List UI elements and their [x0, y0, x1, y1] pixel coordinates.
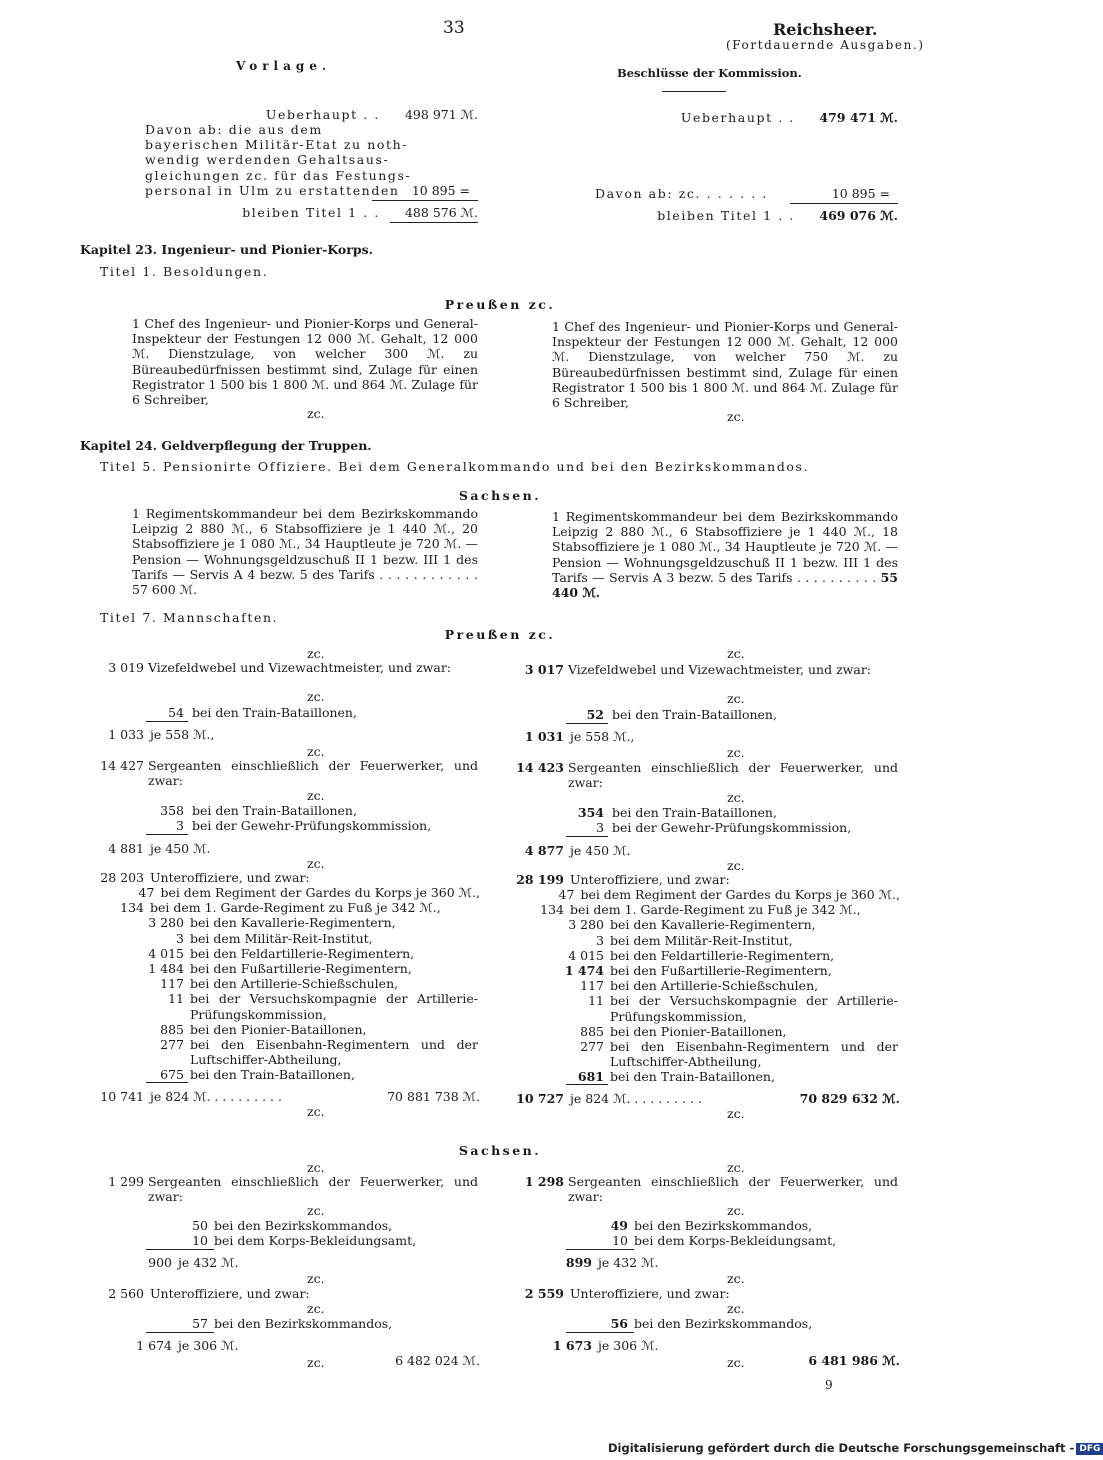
zc-mark: zc. — [727, 1271, 745, 1286]
davon-line: Davon ab: die aus dem — [145, 122, 323, 137]
right-vize-total: 1 031 — [524, 729, 564, 744]
kapitel-23-heading: Kapitel 23. Ingenieur- und Pionier-Korps. — [80, 242, 373, 257]
left-vize-train: 54 — [168, 705, 184, 720]
zc-mark: zc. — [727, 745, 745, 760]
right-unter-list — [480, 887, 900, 1085]
sum-rule — [146, 1249, 214, 1250]
right-sachsen-korps: 10 — [612, 1233, 628, 1248]
rate-text: je 306 ℳ. — [598, 1338, 659, 1353]
left-pension-entry: 1 Regimentskommandeur bei dem Bezirkskommando Leipzig 2 880 ℳ., 6 Stabsoffiziere je 1 440 ℳ., 20 Stabsoffiziere je 1 080 ℳ., 34 Hauptleute je 720 ℳ. — Pension — Wohnungsgeldzuschuß II 1 bezw. III 1 des Tarifs — Servis A 4 bezw. 5 des Tarifs . . . . . . . . . . . . 57 600 ℳ. — [132, 506, 478, 598]
left-ueberhaupt-value: 498 971 ℳ. — [404, 107, 478, 122]
state-heading-preussen: Preußen zc. — [444, 297, 556, 312]
davon-line: personal in Ulm zu erstattenden — [145, 182, 400, 198]
left-pension-value: 57 600 ℳ. — [132, 582, 198, 598]
rate-text: je 450 ℳ. — [570, 843, 631, 858]
left-bleiben-value: 488 576 ℳ. — [404, 205, 478, 220]
zc-mark: zc. — [307, 1203, 325, 1218]
running-title: Reichsheer. — [773, 20, 878, 39]
bezirk-label: bei den Bezirkskommandos, — [634, 1316, 813, 1331]
list-item: 681 bei den Train-Bataillonen, — [577, 1069, 775, 1085]
korps-label: bei dem Korps-Bekleidungsamt, — [214, 1233, 417, 1248]
right-unter-count: 28 199 — [516, 872, 564, 887]
zc-mark: zc. — [307, 1301, 325, 1316]
list-item: 11 bei der Versuchskompagnie der Artillerie-Prüfungskommission, — [588, 993, 898, 1024]
left-sachsen-unter-count: 2 560 — [108, 1286, 144, 1301]
zc-mark: zc. — [307, 856, 325, 871]
right-sachsen-unter-bezirk: 56 — [610, 1316, 628, 1331]
list-item: 47 bei dem Regiment der Gardes du Korps je 360 ℳ., — [558, 887, 900, 902]
right-bleiben-value: 469 076 ℳ. — [819, 208, 898, 223]
right-sachsen-serg-text: Sergeanten einschließlich der Feuerwerker, und zwar: — [568, 1174, 898, 1205]
zc-mark: zc. — [727, 790, 745, 805]
zc-mark: zc. — [727, 1355, 745, 1370]
zc-mark: zc. — [727, 691, 745, 706]
rate-text: je 450 ℳ. — [150, 841, 211, 856]
right-sachsen-unter-count: 2 559 — [524, 1286, 564, 1301]
rate-text: je 306 ℳ. — [178, 1338, 239, 1353]
right-sachsen-sum: 6 481 986 ℳ. — [808, 1353, 900, 1368]
zc-mark: zc. — [307, 689, 325, 704]
left-sachsen-sum: 6 482 024 ℳ. — [395, 1353, 480, 1368]
left-unter-total: 10 741 — [100, 1089, 144, 1104]
list-item: 11 bei der Versuchskompagnie der Artillerie-Prüfungskommission, — [168, 991, 478, 1022]
sum-rule — [566, 1332, 634, 1333]
titel-5-heading: Titel 5. Pensionirte Offiziere. Bei dem Generalkommando und bei den Bezirkskommandos. — [100, 459, 810, 474]
left-unter-text: Unteroffiziere, und zwar: — [150, 870, 310, 885]
sum-rule — [146, 1082, 188, 1083]
left-serg-train: 358 — [160, 803, 184, 818]
left-davon-block — [145, 122, 411, 198]
train-label: bei den Train-Bataillonen, — [612, 805, 777, 820]
left-bleiben-label: bleiben Titel 1 . . — [242, 205, 380, 220]
zc-mark: zc. — [307, 646, 325, 661]
right-preussen-sum: 70 829 632 ℳ. — [799, 1091, 900, 1106]
right-unter-total: 10 727 — [516, 1091, 564, 1106]
state-heading-sachsen: Sachsen. — [458, 488, 542, 503]
zc-mark: zc. — [307, 406, 325, 421]
zc-mark: zc. — [307, 1271, 325, 1286]
right-unter-text: Unteroffiziere, und zwar: — [570, 872, 730, 887]
zc-mark: zc. — [727, 646, 745, 661]
right-sachsen-unter-total: 1 673 — [552, 1338, 592, 1353]
state-heading-sachsen: Sachsen. — [458, 1143, 542, 1158]
right-pension-entry: 1 Regimentskommandeur bei dem Bezirkskommando Leipzig 2 880 ℳ., 6 Stabsoffiziere je 1 440 ℳ., 18 Stabsoffiziere je 1 080 ℳ., 34 Hauptleute je 720 ℳ. — Pension — Wohnungsgeldzuschuß II 1 bezw. III 1 des Tarifs — Servis A 3 bezw. 5 des Tarifs . . . . . . . . . . 55 440 ℳ. — [552, 509, 898, 601]
left-serg-count: 14 427 — [100, 758, 144, 773]
list-item: 134 bei dem 1. Garde-Regiment zu Fuß je 342 ℳ., — [540, 902, 861, 918]
zc-mark: zc. — [727, 1106, 745, 1121]
zc-mark: zc. — [307, 1104, 325, 1119]
list-item: 1 484 bei den Fußartillerie-Regimentern, — [148, 961, 412, 977]
right-davon-label: Davon ab: zc. . . . . . . — [595, 186, 768, 201]
left-unter-list — [60, 885, 480, 1083]
right-chef-entry: 1 Chef des Ingenieur- und Pionier-Korps und General-Inspekteur der Festungen 12 000 ℳ. Gehalt, 12 000 ℳ. Dienstzulage, von welcher 750 ℳ. zu Büreaubedürfnissen bestimmt sind, Zulage für einen Registrator 1 500 bis 1 800 ℳ. und 864 ℳ. Zulage für 6 Schreiber, — [552, 319, 898, 411]
bezirk-label: bei den Bezirkskommandos, — [634, 1218, 813, 1233]
right-pension-value: 55 440 ℳ. — [552, 569, 898, 601]
rate-text: je 558 ℳ., — [570, 729, 635, 744]
train-label: bei den Train-Bataillonen, — [192, 803, 357, 818]
bezirk-label: bei den Bezirkskommandos, — [214, 1316, 393, 1331]
left-sachsen-unter-total: 1 674 — [136, 1338, 172, 1353]
right-serg-gewehr: 3 — [596, 820, 604, 835]
train-label: bei den Train-Bataillonen, — [612, 707, 777, 722]
left-preussen-sum: 70 881 738 ℳ. — [387, 1089, 480, 1104]
list-item: 885 bei den Pionier-Bataillonen, — [580, 1023, 787, 1039]
list-item: 277 bei den Eisenbahn-Regimentern und der Luftschiffer-Abtheilung, — [160, 1037, 478, 1068]
zc-mark: zc. — [727, 1160, 745, 1175]
korps-label: bei dem Korps-Bekleidungsamt, — [634, 1233, 837, 1248]
list-item: 134 bei dem 1. Garde-Regiment zu Fuß je 342 ℳ., — [120, 900, 441, 916]
sheet-number: 9 — [825, 1378, 833, 1392]
left-serg-text: Sergeanten einschließlich der Feuerwerker, und zwar: — [148, 758, 478, 789]
zc-mark: zc. — [307, 1160, 325, 1175]
list-item: 4 015 bei den Feldartillerie-Regimentern, — [568, 947, 835, 963]
list-item: 117 bei den Artillerie-Schießschulen, — [580, 978, 819, 994]
sum-rule — [146, 1332, 214, 1333]
kapitel-23-titel: Titel 1. Besoldungen. — [100, 264, 269, 279]
right-sachsen-serg-total: 899 — [565, 1255, 592, 1270]
zc-mark: zc. — [307, 744, 325, 759]
left-chef-entry: 1 Chef des Ingenieur- und Pionier-Korps und General-Inspekteur der Festungen 12 000 ℳ. Gehalt, 12 000 ℳ. Dienstzulage, von welcher 300 ℳ. zu Büreaubedürfnissen bestimmt sind, Zulage für einen Registrator 1 500 bis 1 800 ℳ. und 864 ℳ. Zulage für 6 Schreiber, — [132, 316, 478, 408]
left-sachsen-unter-bezirk: 57 — [192, 1316, 208, 1331]
kapitel-24-heading: Kapitel 24. Geldverpflegung der Truppen. — [80, 438, 372, 453]
right-column-heading: Beschlüsse der Kommission. — [617, 66, 802, 80]
zc-mark: zc. — [727, 1301, 745, 1316]
left-vize-total: 1 033 — [108, 727, 144, 742]
digitization-credit: Digitalisierung gefördert durch die Deutsche Forschungsgemeinschaft - DFG — [608, 1441, 1103, 1455]
left-davon-value: 10 895 = — [411, 183, 470, 198]
left-sachsen-serg-text: Sergeanten einschließlich der Feuerwerker, und zwar: — [148, 1174, 478, 1205]
state-heading-preussen: Preußen zc. — [444, 627, 556, 642]
right-serg-count: 14 423 — [516, 760, 564, 775]
list-item: 47 bei dem Regiment der Gardes du Korps je 360 ℳ., — [138, 885, 480, 900]
list-item: 117 bei den Artillerie-Schießschulen, — [160, 976, 399, 992]
left-column-heading: Vorlage. — [236, 59, 332, 73]
left-serg-gewehr: 3 — [176, 818, 184, 833]
rate-text: je 824 ℳ. . . . . . . . . . — [150, 1089, 282, 1104]
right-vize-count: 3 017 — [524, 662, 564, 677]
davon-line: bayerischen Militär-Etat zu noth- — [145, 137, 409, 153]
sum-rule — [372, 200, 478, 201]
running-subtitle: (Fortdauernde Ausgaben.) — [726, 38, 925, 52]
sum-rule — [146, 834, 188, 835]
heading-dash — [662, 91, 726, 92]
list-item: 3 280 bei den Kavallerie-Regimentern, — [568, 917, 816, 933]
list-item: 3 bei dem Militär-Reit-Institut, — [596, 932, 793, 948]
list-item: 3 bei dem Militär-Reit-Institut, — [176, 930, 373, 946]
left-ueberhaupt-label: Ueberhaupt . . — [265, 107, 380, 122]
right-sachsen-bezirk: 49 — [610, 1218, 628, 1233]
left-sachsen-serg-total: 900 — [148, 1255, 172, 1270]
list-item: 1 474 bei den Fußartillerie-Regimentern, — [564, 963, 832, 979]
zc-mark: zc. — [727, 409, 745, 424]
right-serg-train: 354 — [577, 805, 604, 820]
left-serg-total: 4 881 — [108, 841, 144, 856]
gewehr-label: bei der Gewehr-Prüfungskommission, — [192, 818, 432, 833]
left-vize-text: Vizefeldwebel und Vizewachtmeister, und zwar: — [148, 660, 452, 675]
list-item: 675 bei den Train-Bataillonen, — [160, 1067, 355, 1083]
train-label: bei den Train-Bataillonen, — [192, 705, 357, 720]
list-item: 4 015 bei den Feldartillerie-Regimentern, — [148, 945, 415, 961]
zc-mark: zc. — [307, 1355, 325, 1370]
zc-mark: zc. — [727, 858, 745, 873]
titel-7-heading: Titel 7. Mannschaften. — [100, 610, 279, 625]
rate-text: je 558 ℳ., — [150, 727, 215, 742]
right-ueberhaupt-value: 479 471 ℳ. — [819, 110, 898, 125]
right-vize-text: Vizefeldwebel und Vizewachtmeister, und zwar: — [568, 662, 872, 677]
davon-line: gleichungen zc. für das Festungs- — [145, 167, 412, 183]
zc-mark: zc. — [307, 788, 325, 803]
sum-rule — [790, 203, 898, 204]
right-serg-text: Sergeanten einschließlich der Feuerwerker, und zwar: — [568, 760, 898, 791]
zc-mark: zc. — [727, 1203, 745, 1218]
left-sachsen-bezirk: 50 — [192, 1218, 208, 1233]
right-sachsen-unter-text: Unteroffiziere, und zwar: — [570, 1286, 730, 1301]
rate-text: je 824 ℳ. . . . . . . . . . — [570, 1091, 702, 1106]
left-vize-count: 3 019 — [108, 660, 144, 675]
right-vize-train: 52 — [586, 707, 604, 722]
rate-text: je 432 ℳ. — [598, 1255, 659, 1270]
rate-text: je 432 ℳ. — [178, 1255, 239, 1270]
sum-rule — [566, 723, 608, 724]
dfg-logo-icon: DFG — [1076, 1443, 1103, 1455]
right-davon-value: 10 895 = — [831, 186, 890, 201]
list-item: 277 bei den Eisenbahn-Regimentern und der Luftschiffer-Abtheilung, — [580, 1039, 898, 1070]
list-item: 885 bei den Pionier-Bataillonen, — [160, 1021, 367, 1037]
sum-rule — [566, 836, 608, 837]
bezirk-label: bei den Bezirkskommandos, — [214, 1218, 393, 1233]
sum-rule — [146, 721, 188, 722]
sum-rule — [566, 1084, 608, 1085]
right-serg-total: 4 877 — [524, 843, 564, 858]
right-ueberhaupt-label: Ueberhaupt . . — [680, 110, 795, 125]
right-sachsen-serg-count: 1 298 — [524, 1174, 564, 1189]
page-number: 33 — [443, 18, 465, 38]
sum-rule — [390, 222, 478, 223]
left-unter-count: 28 203 — [100, 870, 144, 885]
left-sachsen-serg-count: 1 299 — [108, 1174, 144, 1189]
left-sachsen-korps: 10 — [192, 1233, 208, 1248]
davon-line: wendig werdenden Gehaltsaus- — [145, 152, 390, 168]
gewehr-label: bei der Gewehr-Prüfungskommission, — [612, 820, 852, 835]
sum-rule — [566, 1249, 634, 1250]
list-item: 3 280 bei den Kavallerie-Regimentern, — [148, 915, 396, 931]
right-bleiben-label: bleiben Titel 1 . . — [657, 208, 795, 223]
left-sachsen-unter-text: Unteroffiziere, und zwar: — [150, 1286, 310, 1301]
